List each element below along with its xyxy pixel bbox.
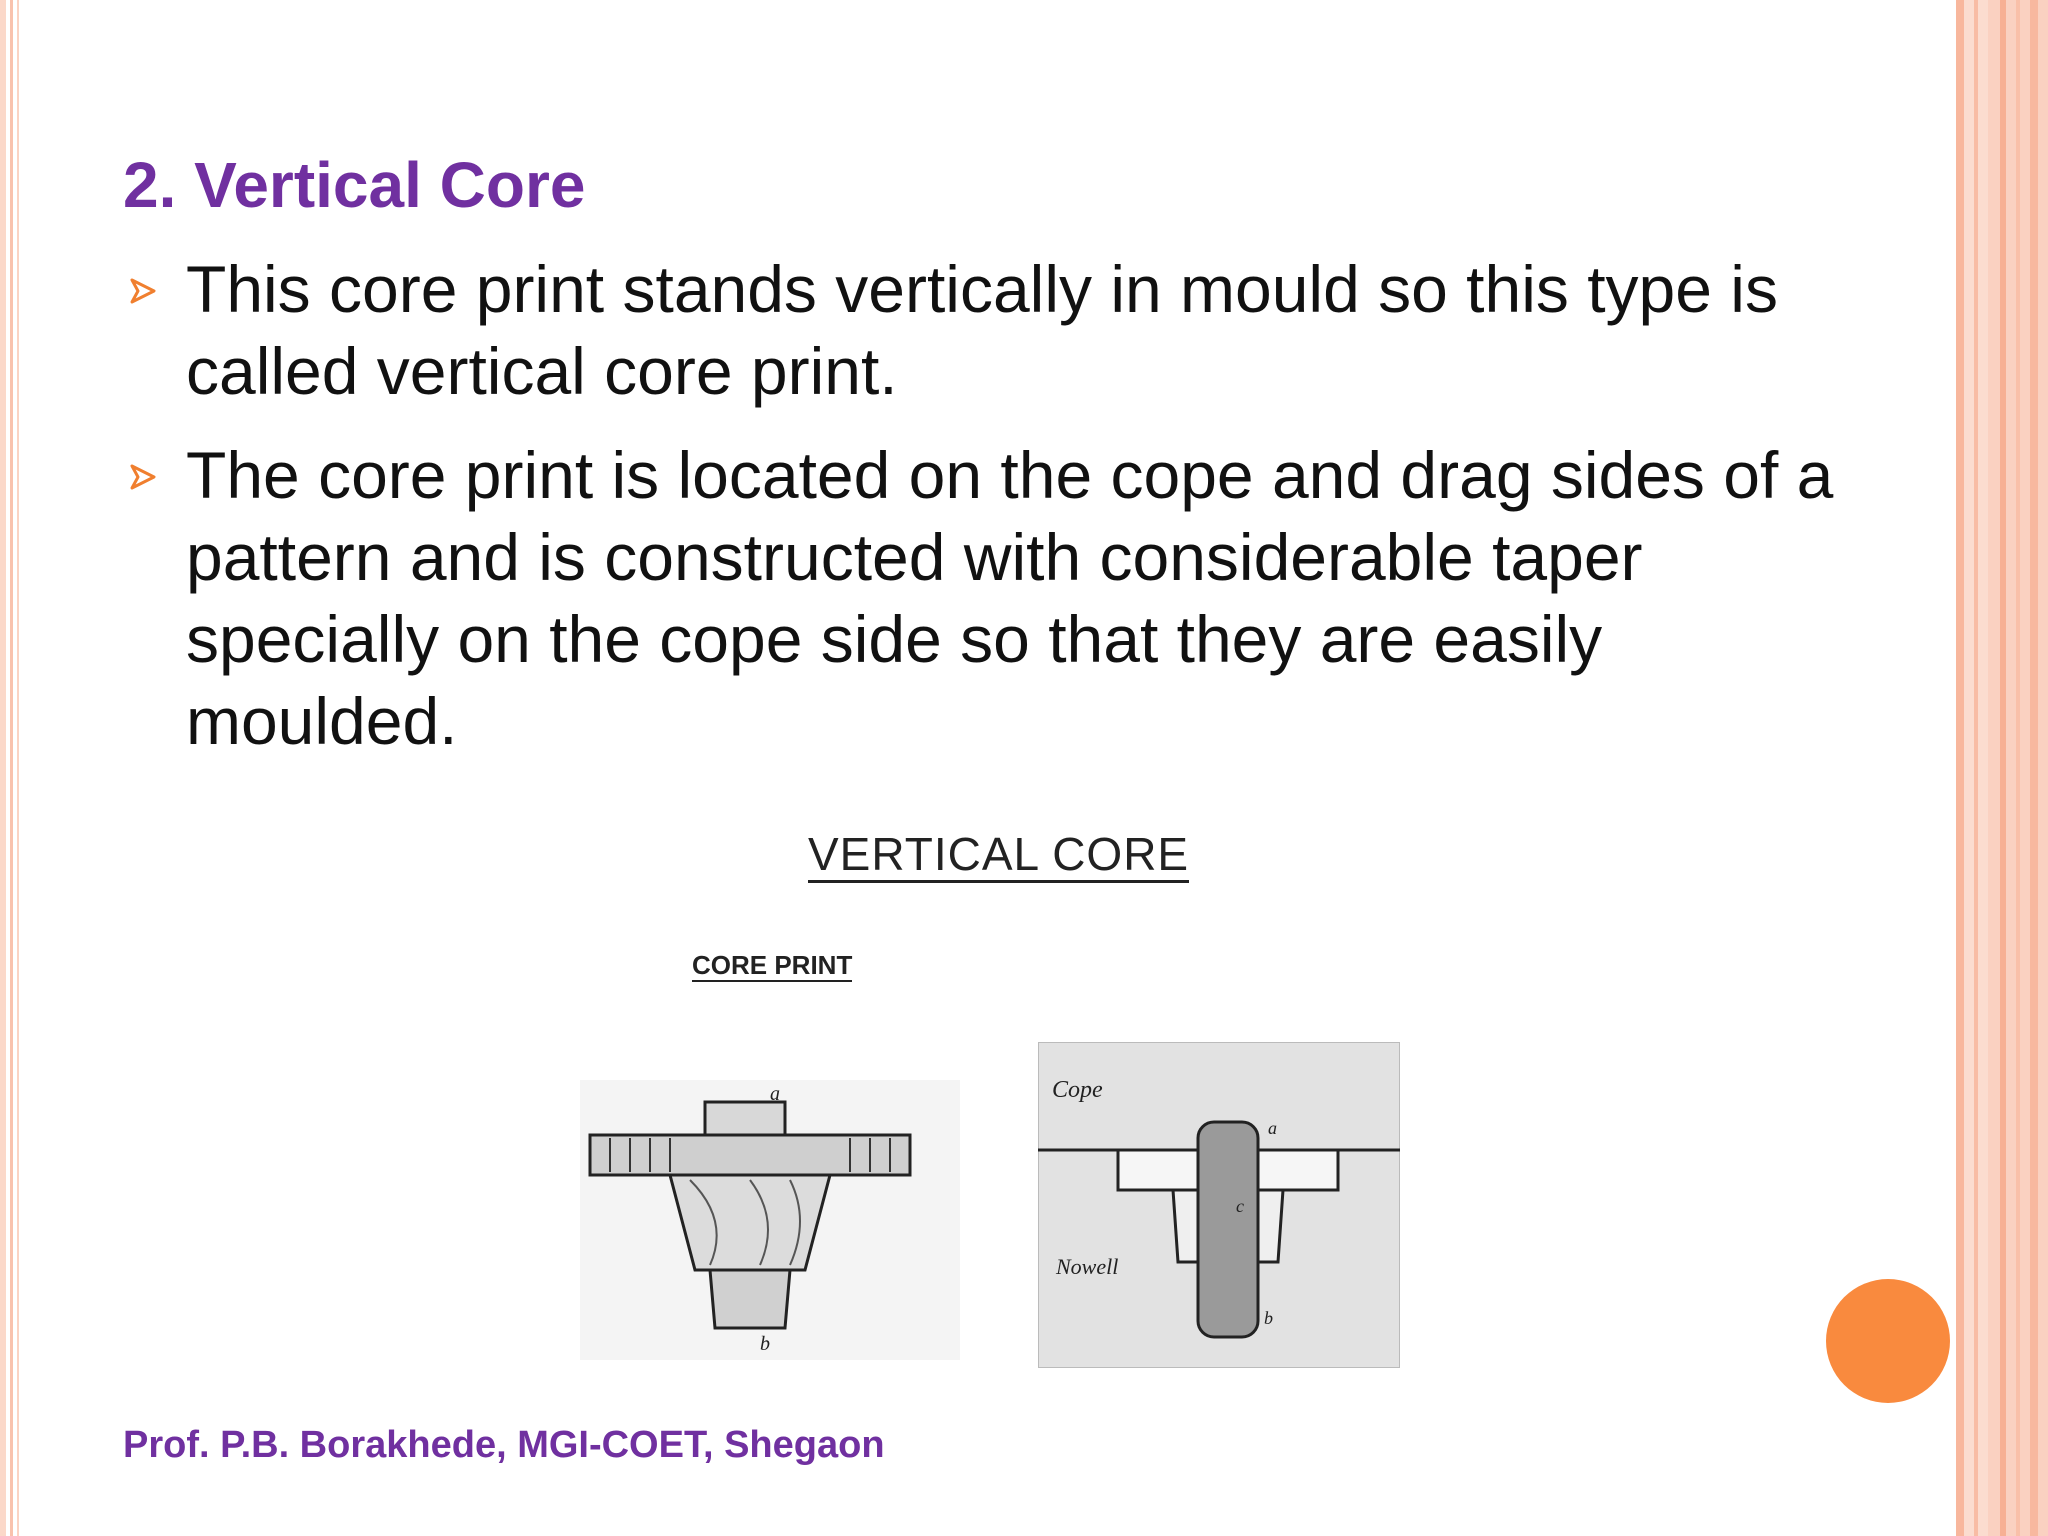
arrow-bullet-icon xyxy=(126,460,160,494)
label-cope: Cope xyxy=(1052,1077,1103,1103)
label-a: a xyxy=(1268,1118,1277,1138)
bullet-text: This core print stands vertically in mould so this type is called vertical core print. xyxy=(186,252,1778,408)
slide-title: 2. Vertical Core xyxy=(123,149,586,221)
left-border-decoration xyxy=(0,0,22,1536)
bullet-text: The core print is located on the cope and drag sides of a pattern and is constructed with considerable taper specially on the cope side so that they are easily moulded. xyxy=(186,438,1834,758)
footer-credit: Prof. P.B. Borakhede, MGI-COET, Shegaon xyxy=(123,1424,885,1466)
bullet-item xyxy=(120,248,1860,412)
figure-title: VERTICAL CORE xyxy=(808,828,1189,883)
arrow-bullet-icon xyxy=(126,274,160,308)
label-a: a xyxy=(770,1083,780,1105)
figure-subtitle: CORE PRINT xyxy=(692,950,853,980)
right-border-decoration xyxy=(1956,0,2048,1536)
bullet-list xyxy=(120,248,1860,784)
core-print-pattern-illustration xyxy=(580,1080,960,1360)
label-b: b xyxy=(1264,1308,1273,1328)
label-b: b xyxy=(760,1333,770,1355)
mould-section-illustration xyxy=(1038,1042,1400,1368)
label-nowell: Nowell xyxy=(1056,1254,1119,1279)
bullet-item xyxy=(120,434,1860,762)
next-slide-button[interactable] xyxy=(1826,1279,1950,1403)
label-c: c xyxy=(1236,1196,1244,1216)
